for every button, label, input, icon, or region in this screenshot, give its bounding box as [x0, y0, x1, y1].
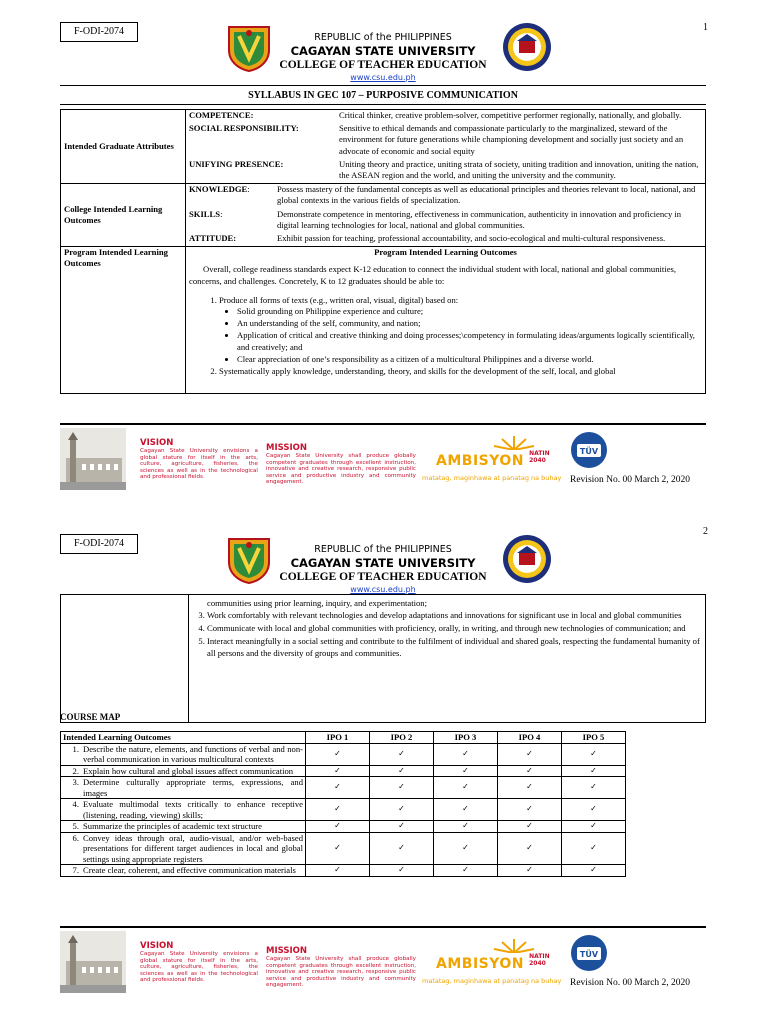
list-item: 4. Communicate with local and global communities with proficiency, orally, in writing, and through new technologies of communication; and: [207, 622, 701, 634]
page-number: 1: [703, 22, 708, 33]
cilo-text: Possess mastery of the fundamental concepts as well as educational principles and theories relevant to local, national, and global contexts in the various fields of specialization.: [277, 184, 696, 206]
check-mark: ✓: [370, 743, 434, 765]
ilo-text: Evaluate multimodal texts critically to enhance receptive (listening, reading, viewing) skills;: [83, 799, 303, 820]
list-item: • Application of critical and creative thinking and doing processes;\competency in formulating ideas/arguments logically scientifically, and creatively; and: [237, 330, 702, 352]
vision-title: VISION: [140, 438, 174, 448]
mission-block: [266, 946, 416, 989]
iga-unifying: [189, 159, 702, 183]
check-mark: ✓: [562, 777, 626, 799]
vision-block: [140, 438, 258, 481]
cilo-skills: SKILLS: Demonstrate competence in mentoring, effectiveness in communication, authenticity in innovation and proficiency in digital learning technologies for local, national and global communities.: [189, 209, 702, 233]
check-mark: ✓: [562, 765, 626, 777]
year-label: 2040: [529, 960, 546, 967]
mission-title: MISSION: [266, 946, 307, 956]
iga-text: Critical thinker, creative problem-solver, competitive performer regionally, nationally, and globally.: [339, 110, 682, 120]
check-mark: ✓: [306, 821, 370, 833]
sun-rays-icon: [484, 434, 544, 450]
table-header-row: [61, 732, 626, 744]
check-mark: ✓: [306, 865, 370, 877]
cilo-label: College Intended Learning Outcomes: [61, 184, 186, 247]
check-mark: ✓: [370, 832, 434, 865]
pilo-continuation: [60, 594, 706, 723]
table-row: [61, 865, 626, 877]
mission-block: [266, 443, 416, 486]
iga-key: SOCIAL RESPONSIBILITY:: [189, 123, 299, 134]
ilo-number: 6.: [72, 832, 79, 843]
check-mark: ✓: [434, 799, 498, 821]
header-rule: [60, 85, 706, 86]
mission-text: Cagayan State University shall produce globally competent graduates through excellent instruction, innovative and creative research, responsive public service and productive industry and community engagement.: [266, 956, 416, 989]
footer-rule: [60, 926, 706, 928]
check-mark: ✓: [306, 832, 370, 865]
page-number: 2: [703, 526, 708, 537]
university-name: CAGAYAN STATE UNIVERSITY: [290, 556, 476, 570]
table-row: [61, 743, 626, 765]
natin-label: NATIN: [529, 953, 550, 960]
column-header: Intended Learning Outcomes: [61, 732, 306, 744]
check-mark: ✓: [562, 743, 626, 765]
check-mark: ✓: [498, 832, 562, 865]
csu-logo-icon: [226, 24, 272, 72]
check-mark: ✓: [370, 821, 434, 833]
list-item: • Clear appreciation of one’s responsibility as a citizen of a multicultural Philippines and a diverse world.: [237, 354, 702, 365]
iga-text: Sensitive to ethical demands and compassionate particularly to the marginalized, steward of the environment for future generations while championing development and socially just society and an advocate of economic and social equity: [339, 123, 684, 156]
check-mark: ✓: [498, 821, 562, 833]
ilo-text: Describe the nature, elements, and functions of verbal and non-verbal communication in various multicultural contexts: [83, 743, 303, 764]
page-2: [0, 512, 768, 1015]
cilo-knowledge: KNOWLEDGE: Possess mastery of the fundamental concepts as well as educational principles and theories relevant to local, national, and global contexts in the various fields of specialization.: [189, 184, 702, 208]
check-mark: ✓: [562, 821, 626, 833]
list-item: 5. Interact meaningfully in a social setting and contribute to the fulfilment of individual and shared goals, respecting the fundamental humanity of all persons and the diversity of groups and communities.: [207, 635, 701, 659]
check-mark: ✓: [434, 832, 498, 865]
check-mark: ✓: [306, 799, 370, 821]
natin-label: NATIN: [529, 450, 550, 457]
vision-block: [140, 941, 258, 984]
list-item: 1. Produce all forms of texts (e.g., written oral, visual, digital) based on: • Solid grounding on Philippine experience and culture; • An understanding of the self, community, and nation; • Application of critical and creative thinking and doing processes;\competency in formulating ideas/arguments logically scientifically, and creatively; and • Clear appreciation of one’s responsibility as a citizen of a multicultural Philippines and a diverse world.: [219, 295, 702, 365]
iga-label: Intended Graduate Attributes: [61, 110, 186, 184]
table-row: [61, 799, 626, 821]
ilo-number: 3.: [72, 777, 79, 787]
table-row: [61, 765, 626, 777]
check-mark: ✓: [370, 865, 434, 877]
ambisyon-tagline: matatag, maginhawa at panatag na buhay: [422, 977, 562, 985]
year-label: 2040: [529, 457, 546, 464]
table-row: [61, 821, 626, 833]
ilo-number: 2.: [72, 765, 79, 776]
attributes-table: [60, 109, 706, 394]
vision-title: VISION: [140, 941, 174, 951]
page-1: [0, 0, 768, 503]
check-mark: ✓: [306, 743, 370, 765]
course-map-table: [60, 731, 626, 877]
ilo-text: Summarize the principles of academic text structure: [83, 821, 262, 831]
column-header: IPO 5: [562, 732, 626, 744]
pilo-bullets: [219, 306, 702, 365]
university-name: CAGAYAN STATE UNIVERSITY: [290, 44, 476, 58]
check-mark: ✓: [434, 743, 498, 765]
ilo-text: Create clear, coherent, and effective communication materials: [83, 865, 296, 875]
tuv-certification-icon: [570, 934, 608, 972]
list-item: • Solid grounding on Philippine experience and culture;: [237, 306, 702, 317]
table-row: [61, 777, 626, 799]
college-name: COLLEGE OF TEACHER EDUCATION: [279, 59, 487, 71]
ambisyon-word: AMBISYON: [436, 956, 524, 972]
column-header: IPO 3: [434, 732, 498, 744]
vision-text: Cagayan State University envisions a global stature for itself in the arts, culture, agriculture, fisheries, the sciences as well as in the technological and professional fields.: [140, 951, 258, 984]
website-link[interactable]: www.csu.edu.ph: [350, 585, 416, 594]
cte-seal-icon: [502, 534, 552, 584]
pilo-list-cont: [193, 609, 701, 659]
check-mark: ✓: [434, 777, 498, 799]
check-mark: ✓: [370, 799, 434, 821]
title-rule: [60, 104, 706, 105]
republic-label: REPUBLIC of the PHILIPPINES: [314, 544, 452, 555]
column-header: IPO 2: [370, 732, 434, 744]
cilo-attitude: [189, 233, 702, 246]
revision-label: Revision No. 00 March 2, 2020: [570, 978, 691, 988]
check-mark: ✓: [498, 765, 562, 777]
ilo-text: Explain how cultural and global issues affect communication: [83, 765, 294, 776]
ambisyon-word: AMBISYON: [436, 453, 524, 469]
pilo-row: [61, 247, 706, 394]
column-header: IPO 1: [306, 732, 370, 744]
check-mark: ✓: [306, 765, 370, 777]
university-building-icon: [60, 428, 126, 490]
check-mark: ✓: [370, 765, 434, 777]
letterhead: [270, 32, 496, 83]
cilo-text: Exhibit passion for teaching, professional accountability, and socio-ecological and multi-cultural responsiveness.: [277, 233, 666, 244]
iga-row: [61, 110, 706, 184]
list-item: • An understanding of the self, community, and nation;: [237, 318, 702, 329]
iga-competence: [189, 110, 702, 123]
check-mark: ✓: [562, 832, 626, 865]
list-item: 3. Work comfortably with relevant technologies and develop adaptations and innovations for significant use in local and global communities: [207, 609, 701, 621]
iga-text: Uniting theory and practice, uniting strata of society, uniting tradition and innovation, uniting the nation, the ASEAN region and the world, and uniting the university and the community.: [339, 158, 699, 181]
revision-label: Revision No. 00 March 2, 2020: [570, 475, 691, 485]
cte-seal-icon: [502, 22, 552, 72]
check-mark: ✓: [434, 821, 498, 833]
pilo-item2-cont: communities using prior learning, inquiry, and experimentation;: [207, 598, 427, 608]
column-header: IPO 4: [498, 732, 562, 744]
list-item: 2. Systematically apply knowledge, understanding, theory, and skills for the development of the self, local, and global: [219, 366, 702, 377]
iga-key: COMPETENCE:: [189, 110, 254, 120]
mission-text: Cagayan State University shall produce globally competent graduates through excellent instruction, innovative and creative research, responsive public service and productive industry and community engagement.: [266, 453, 416, 486]
ilo-number: 5.: [72, 821, 79, 831]
check-mark: ✓: [498, 865, 562, 877]
form-code: F-ODI-2074: [60, 534, 138, 554]
check-mark: ✓: [498, 777, 562, 799]
check-mark: ✓: [498, 799, 562, 821]
course-map-title: COURSE MAP: [60, 712, 121, 722]
website-link[interactable]: www.csu.edu.ph: [350, 73, 416, 82]
ilo-text: Convey ideas through oral, audio-visual, and/or web-based presentations for different target audiences in local and global settings using appropriate registers: [83, 832, 303, 864]
cilo-key: KNOWLEDGE: [189, 184, 248, 195]
footer-rule: [60, 423, 706, 425]
cilo-key: SKILLS: [189, 208, 221, 219]
form-code: F-ODI-2074: [60, 22, 138, 42]
pilo-label: Program Intended Learning Outcomes: [61, 247, 186, 394]
iga-key: UNIFYING PRESENCE:: [189, 158, 284, 169]
ilo-number: 4.: [72, 799, 79, 809]
university-building-icon: [60, 931, 126, 993]
check-mark: ✓: [370, 777, 434, 799]
check-mark: ✓: [434, 865, 498, 877]
cilo-key: ATTITUDE:: [189, 233, 237, 244]
pilo-heading: Program Intended Learning Outcomes: [374, 247, 517, 258]
table-row: [61, 832, 626, 865]
vision-text: Cagayan State University envisions a global stature for itself in the arts, culture, agriculture, fisheries, the sciences as well as in the technological and professional fields.: [140, 448, 258, 481]
ilo-number: 7.: [72, 865, 79, 875]
cilo-text: Demonstrate competence in mentoring, effectiveness in communication, authenticity in innovation and proficiency in digital learning technologies for local, national and global communities.: [277, 208, 682, 230]
pilo-list: [189, 295, 702, 377]
check-mark: ✓: [562, 799, 626, 821]
tuv-label: TÜV: [579, 950, 599, 959]
sun-rays-icon: [484, 937, 544, 953]
tuv-label: TÜV: [579, 447, 599, 456]
tuv-certification-icon: [570, 431, 608, 469]
ilo-number: 1.: [72, 743, 79, 754]
csu-logo-icon: [226, 536, 272, 584]
college-name: COLLEGE OF TEACHER EDUCATION: [279, 571, 487, 583]
cilo-row: [61, 184, 706, 247]
mission-title: MISSION: [266, 443, 307, 453]
ambisyon-tagline: matatag, maginhawa at panatag na buhay: [422, 474, 562, 482]
iga-social: [189, 123, 702, 159]
ilo-text: Determine culturally appropriate terms, expressions, and images: [83, 777, 303, 798]
letterhead: [270, 544, 496, 595]
pilo-intro: Overall, college readiness standards expect K-12 education to connect the individual student with local, national and global communities, concerns, and challenges. Concretely, K to 12 graduates should be able to:: [189, 264, 676, 286]
check-mark: ✓: [498, 743, 562, 765]
check-mark: ✓: [434, 765, 498, 777]
syllabus-title: SYLLABUS IN GEC 107 – PURPOSIVE COMMUNICATION: [248, 90, 518, 101]
check-mark: ✓: [306, 777, 370, 799]
republic-label: REPUBLIC of the PHILIPPINES: [314, 32, 452, 43]
check-mark: ✓: [562, 865, 626, 877]
